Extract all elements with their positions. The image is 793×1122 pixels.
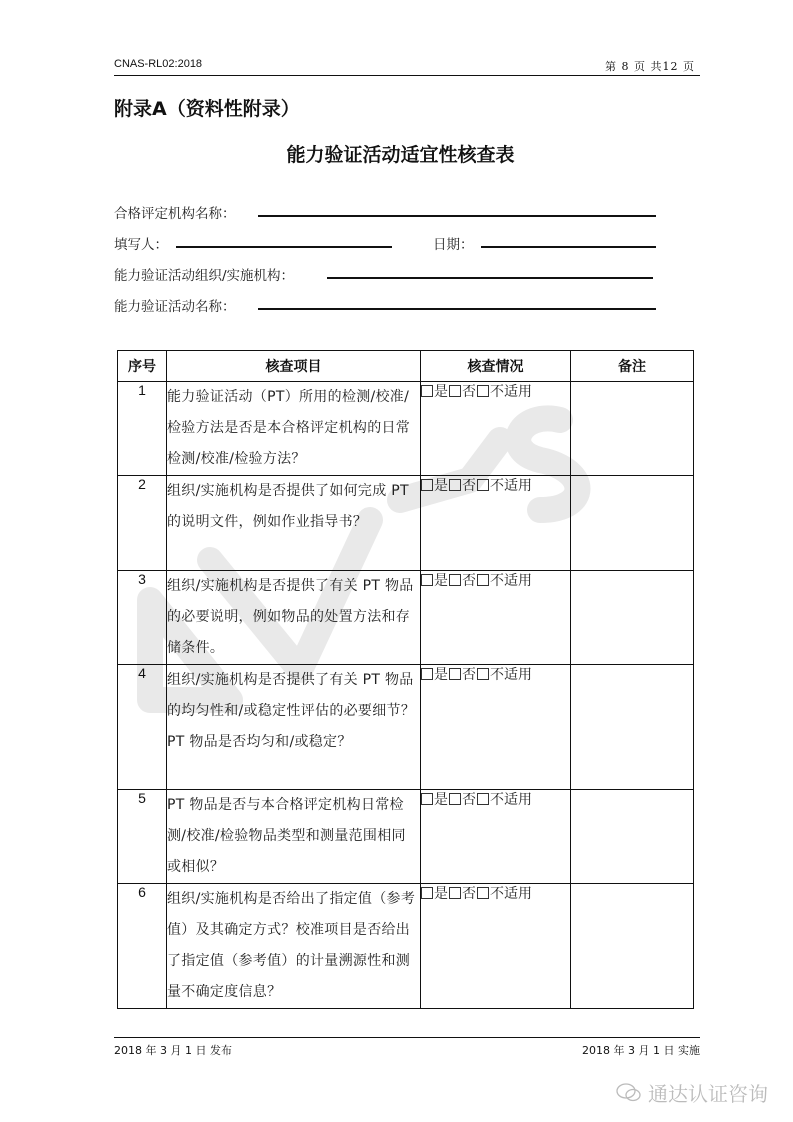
- remark-cell[interactable]: [571, 571, 694, 665]
- date-field[interactable]: [481, 246, 656, 248]
- table-row: [118, 571, 694, 665]
- checkbox-yes[interactable]: [421, 668, 433, 680]
- check-status-cell: [421, 476, 571, 571]
- table-row: [118, 790, 694, 884]
- table-row: [118, 884, 694, 1009]
- row-number: 6: [118, 884, 167, 1009]
- check-status-cell: [421, 790, 571, 884]
- check-item-text: PT 物品是否与本合格评定机构日常检测/校准/检验物品类型和测量范围相同或相似？: [167, 790, 421, 884]
- checkbox-label: 不适用: [490, 667, 532, 683]
- table-row: [118, 665, 694, 790]
- effective-date: 2018 年 3 月 1 日 实施: [582, 1044, 700, 1057]
- remark-cell[interactable]: [571, 884, 694, 1009]
- brand-watermark: [616, 1078, 768, 1107]
- remark-cell[interactable]: [571, 790, 694, 884]
- checklist-table: [117, 350, 694, 1009]
- org-name-field[interactable]: [258, 215, 656, 217]
- row-number: 1: [118, 382, 167, 476]
- check-status-cell: [421, 884, 571, 1009]
- checkbox-label: 是: [434, 792, 448, 808]
- page-number: 第 8 页 共12 页: [605, 60, 695, 73]
- brand-name: 通达认证咨询: [648, 1082, 768, 1106]
- checkbox-label: 是: [434, 573, 448, 589]
- checkbox-na[interactable]: [477, 385, 489, 397]
- checkbox-yes[interactable]: [421, 385, 433, 397]
- checkbox-yes[interactable]: [421, 887, 433, 899]
- row-number: 4: [118, 665, 167, 790]
- header-no: 序号: [118, 351, 167, 382]
- checkbox-na[interactable]: [477, 887, 489, 899]
- checkbox-label: 不适用: [490, 478, 532, 494]
- checkbox-no[interactable]: [449, 479, 461, 491]
- check-status-cell: [421, 382, 571, 476]
- appendix-heading: 附录A（资料性附录）: [114, 98, 300, 120]
- checkbox-label: 是: [434, 384, 448, 400]
- checkbox-yes[interactable]: [421, 479, 433, 491]
- checkbox-label: 不适用: [490, 792, 532, 808]
- checkbox-na[interactable]: [477, 479, 489, 491]
- form-title: 能力验证活动适宜性核查表: [286, 144, 515, 166]
- header-item: 核查项目: [167, 351, 421, 382]
- checkbox-label: 否: [462, 573, 476, 589]
- checkbox-na[interactable]: [477, 793, 489, 805]
- checkbox-no[interactable]: [449, 668, 461, 680]
- checkbox-na[interactable]: [477, 574, 489, 586]
- checkbox-na[interactable]: [477, 668, 489, 680]
- checkbox-label: 是: [434, 478, 448, 494]
- filler-field[interactable]: [176, 246, 392, 248]
- checkbox-label: 否: [462, 792, 476, 808]
- table-row: [118, 476, 694, 571]
- checkbox-label: 否: [462, 667, 476, 683]
- row-number: 5: [118, 790, 167, 884]
- remark-cell[interactable]: [571, 382, 694, 476]
- header-remark: 备注: [571, 351, 694, 382]
- date-label: 日期：: [433, 237, 474, 253]
- checkbox-label: 不适用: [490, 886, 532, 902]
- pt-name-field[interactable]: [258, 308, 656, 310]
- checkbox-yes[interactable]: [421, 574, 433, 586]
- check-item-text: 组织/实施机构是否给出了指定值（参考值）及其确定方式？校准项目是否给出了指定值（参考值）的计量溯源性和测量不确定度信息？: [167, 884, 421, 1009]
- checkbox-no[interactable]: [449, 887, 461, 899]
- row-number: 2: [118, 476, 167, 571]
- row-number: 3: [118, 571, 167, 665]
- table-header-row: [118, 351, 694, 382]
- table-row: [118, 382, 694, 476]
- check-status-cell: [421, 665, 571, 790]
- check-item-text: 组织/实施机构是否提供了有关 PT 物品的均匀性和/或稳定性评估的必要细节？PT 物品是否均匀和/或稳定？: [167, 665, 421, 790]
- checkbox-no[interactable]: [449, 793, 461, 805]
- checkbox-label: 否: [462, 384, 476, 400]
- remark-cell[interactable]: [571, 476, 694, 571]
- page-header: [114, 57, 700, 76]
- checkbox-label: 是: [434, 886, 448, 902]
- document-code: CNAS-RL02:2018: [114, 58, 203, 70]
- pt-provider-field[interactable]: [327, 277, 653, 279]
- checkbox-label: 否: [462, 478, 476, 494]
- checkbox-no[interactable]: [449, 574, 461, 586]
- filler-label: 填写人：: [114, 237, 168, 253]
- page-footer: [114, 1037, 700, 1057]
- checkbox-label: 不适用: [490, 384, 532, 400]
- check-item-text: 能力验证活动（PT）所用的检测/校准/检验方法是否是本合格评定机构的日常检测/校准/检验方法？: [167, 382, 421, 476]
- pt-name-label: 能力验证活动名称：: [114, 299, 236, 315]
- issue-date: 2018 年 3 月 1 日 发布: [114, 1044, 232, 1057]
- checkbox-no[interactable]: [449, 385, 461, 397]
- check-status-cell: [421, 571, 571, 665]
- checkbox-label: 不适用: [490, 573, 532, 589]
- wechat-icon: [616, 1082, 642, 1104]
- check-item-text: 组织/实施机构是否提供了如何完成 PT 的说明文件，例如作业指导书？: [167, 476, 421, 571]
- header-status: 核查情况: [421, 351, 571, 382]
- org-name-label: 合格评定机构名称：: [114, 206, 236, 222]
- remark-cell[interactable]: [571, 665, 694, 790]
- check-item-text: 组织/实施机构是否提供了有关 PT 物品的必要说明，例如物品的处置方法和存储条件。: [167, 571, 421, 665]
- checkbox-label: 否: [462, 886, 476, 902]
- checkbox-label: 是: [434, 667, 448, 683]
- checkbox-yes[interactable]: [421, 793, 433, 805]
- pt-provider-label: 能力验证活动组织/实施机构：: [114, 268, 295, 284]
